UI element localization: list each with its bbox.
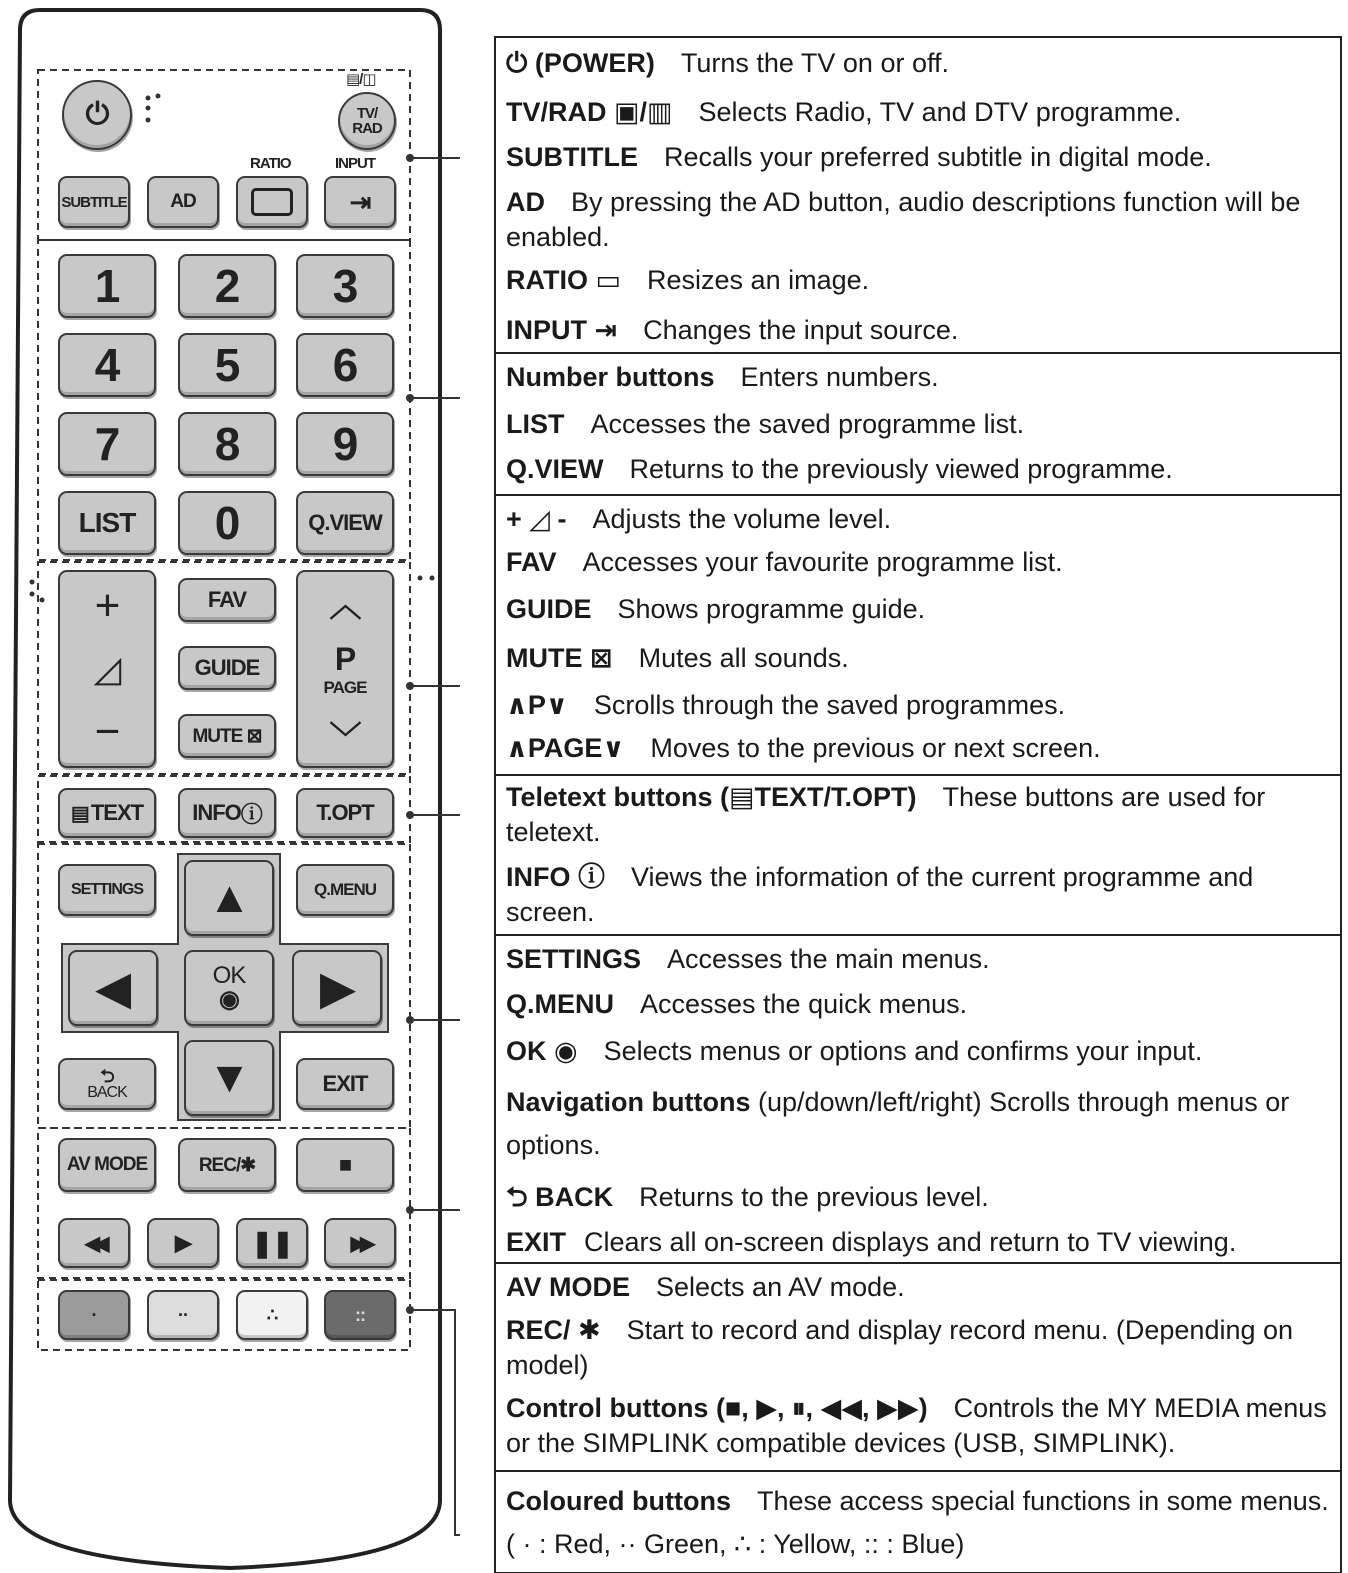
desc-text: Accesses the main menus. bbox=[667, 944, 990, 974]
ok-label: OK bbox=[212, 962, 246, 989]
number-3-button[interactable]: 3 bbox=[296, 254, 394, 318]
section-navigation bbox=[496, 936, 1340, 1264]
triangle-up-icon: ▲ bbox=[207, 873, 251, 922]
desc-text: Selects menus or options and confirms your input. bbox=[603, 1036, 1203, 1067]
desc-row bbox=[506, 1313, 1330, 1383]
fast-forward-icon: ▶▶ bbox=[350, 1232, 370, 1255]
desc-row bbox=[506, 688, 1330, 723]
avmode-button[interactable]: AV MODE bbox=[58, 1138, 156, 1192]
desc-key: Control buttons (■, ▶, ⏸, ◀◀, ▶▶) bbox=[506, 1393, 928, 1424]
desc-key: MUTE ⊠ bbox=[506, 643, 613, 674]
desc-key: SUBTITLE bbox=[506, 142, 638, 173]
tvrad-icon-label: ▤/◫ bbox=[346, 71, 376, 88]
green-dots-icon: ·· bbox=[178, 1304, 188, 1325]
desc-key: RATIO ▭ bbox=[506, 265, 622, 296]
yellow-dots-icon: ∴ bbox=[266, 1304, 278, 1325]
desc-row bbox=[506, 407, 1330, 442]
nav-right-button[interactable] bbox=[292, 950, 382, 1026]
settings-button[interactable]: SETTINGS bbox=[58, 864, 156, 916]
stop-icon: ■ bbox=[338, 1152, 352, 1177]
desc-row bbox=[506, 1391, 1330, 1461]
p-label: P bbox=[334, 640, 356, 677]
fav-button[interactable]: FAV bbox=[178, 578, 276, 622]
section-teletext bbox=[496, 776, 1340, 936]
number-9-button[interactable]: 9 bbox=[296, 412, 394, 476]
desc-key: SETTINGS bbox=[506, 944, 642, 974]
ok-icon: ◉ bbox=[219, 986, 239, 1013]
desc-text: Start to record and display record menu. (Depending on model) bbox=[506, 1315, 1294, 1381]
volume-rocker[interactable] bbox=[58, 570, 156, 768]
desc-key: OK ◉ bbox=[506, 1036, 578, 1067]
section-power bbox=[496, 38, 1340, 354]
desc-text: Selects an AV mode. bbox=[656, 1272, 905, 1302]
desc-row bbox=[506, 185, 1330, 255]
desc-key: AD bbox=[506, 187, 545, 218]
fast-forward-button[interactable] bbox=[324, 1218, 396, 1268]
desc-row bbox=[506, 987, 1330, 1022]
desc-key: Q.MENU bbox=[506, 989, 614, 1020]
qmenu-button[interactable]: Q.MENU bbox=[296, 864, 394, 916]
power-icon: ⏻ bbox=[85, 98, 109, 131]
green-button[interactable] bbox=[147, 1290, 219, 1340]
desc-key: FAV bbox=[506, 547, 557, 578]
input-button[interactable] bbox=[324, 176, 396, 228]
number-8-button[interactable]: 8 bbox=[178, 412, 276, 476]
desc-key: Teletext buttons (▤TEXT/T.OPT) bbox=[506, 782, 917, 812]
desc-row bbox=[506, 1034, 1330, 1069]
text-button[interactable] bbox=[58, 788, 156, 838]
desc-text: Accesses the quick menus. bbox=[640, 989, 968, 1020]
desc-key: ⏻ (POWER) bbox=[506, 48, 655, 78]
info-label: INFO bbox=[192, 800, 241, 825]
text-label: TEXT bbox=[90, 800, 144, 825]
list-button[interactable]: LIST bbox=[58, 491, 156, 555]
page-rocker[interactable] bbox=[296, 570, 394, 768]
chevron-down-icon: ﹀ bbox=[329, 719, 361, 756]
desc-text: Selects Radio, TV and DTV programme. bbox=[698, 97, 1182, 128]
subtitle-button[interactable]: SUBTITLE bbox=[58, 176, 130, 228]
desc-key: Navigation buttons bbox=[506, 1087, 751, 1118]
desc-key: Q.VIEW bbox=[506, 454, 604, 485]
desc-text: Adjusts the volume level. bbox=[592, 504, 892, 534]
desc-key: INFO ⓘ bbox=[506, 862, 605, 893]
rewind-icon: ◀◀ bbox=[84, 1232, 104, 1255]
nav-up-button[interactable] bbox=[184, 860, 274, 936]
number-4-button[interactable]: 4 bbox=[58, 333, 156, 397]
desc-key: GUIDE bbox=[506, 594, 592, 625]
desc-text: Accesses the saved programme list. bbox=[590, 409, 1025, 440]
input-label: INPUT bbox=[335, 155, 375, 172]
pause-icon: ❚❚ bbox=[251, 1227, 293, 1258]
blue-button[interactable] bbox=[324, 1290, 396, 1340]
desc-key: Number buttons bbox=[506, 362, 715, 392]
ratio-icon bbox=[251, 188, 293, 216]
desc-key: ⮌ BACK bbox=[506, 1181, 614, 1212]
qview-button[interactable]: Q.VIEW bbox=[296, 491, 394, 555]
play-icon: ▶ bbox=[175, 1230, 191, 1255]
desc-row bbox=[506, 360, 1330, 395]
desc-text: Enters numbers. bbox=[740, 362, 939, 392]
section-av-controls bbox=[496, 1264, 1340, 1472]
desc-row bbox=[506, 780, 1330, 850]
desc-text: Changes the input source. bbox=[643, 314, 959, 345]
teletext-icon: ▤ bbox=[70, 802, 89, 825]
desc-key: LIST bbox=[506, 409, 565, 440]
number-0-button[interactable]: 0 bbox=[178, 491, 276, 555]
desc-key: ∧P∨ bbox=[506, 690, 568, 721]
desc-text: Controls the MY MEDIA menus or the SIMPLINK compatible devices (USB, SIMPLINK). bbox=[506, 1393, 1327, 1459]
pause-button[interactable] bbox=[236, 1218, 308, 1268]
desc-text: Mutes all sounds. bbox=[638, 643, 849, 674]
tvrad-button[interactable]: TV/ RAD bbox=[338, 92, 396, 150]
desc-key: REC/ ✱ bbox=[506, 1315, 601, 1346]
desc-key: TV/RAD ▣/▥ bbox=[506, 97, 673, 128]
desc-row bbox=[506, 1480, 1330, 1566]
page-label bbox=[324, 641, 367, 698]
desc-row bbox=[506, 452, 1330, 487]
desc-text: Clears all on-screen displays and return to TV viewing. bbox=[584, 1226, 1237, 1257]
desc-row bbox=[506, 942, 1330, 977]
desc-row bbox=[506, 46, 1330, 81]
desc-row bbox=[506, 95, 1330, 130]
red-dot-icon: · bbox=[91, 1304, 97, 1325]
volume-icon: ◿ bbox=[93, 647, 121, 689]
desc-row bbox=[506, 1270, 1330, 1305]
rewind-button[interactable] bbox=[58, 1218, 130, 1268]
exit-button[interactable]: EXIT bbox=[296, 1058, 394, 1110]
section-coloured bbox=[496, 1472, 1340, 1573]
desc-row bbox=[506, 545, 1330, 580]
desc-row bbox=[506, 860, 1330, 930]
triangle-down-icon: ▼ bbox=[207, 1053, 251, 1102]
topt-button[interactable]: T.OPT bbox=[296, 788, 394, 838]
red-button[interactable] bbox=[58, 1290, 130, 1340]
stop-button[interactable] bbox=[296, 1138, 394, 1192]
nav-down-button[interactable] bbox=[184, 1040, 274, 1116]
desc-key: INPUT ⇥ bbox=[506, 314, 618, 345]
triangle-left-icon: ◀ bbox=[96, 963, 130, 1013]
desc-row bbox=[506, 263, 1330, 298]
desc-row bbox=[506, 1081, 1330, 1167]
number-2-button[interactable]: 2 bbox=[178, 254, 276, 318]
desc-text: By pressing the AD button, audio descriptions function will be enabled. bbox=[506, 187, 1301, 253]
desc-text: Resizes an image. bbox=[647, 265, 870, 296]
number-5-button[interactable]: 5 bbox=[178, 333, 276, 397]
yellow-button[interactable] bbox=[236, 1290, 308, 1340]
desc-text: Scrolls through the saved programmes. bbox=[593, 690, 1066, 721]
section-volume bbox=[496, 496, 1340, 776]
desc-key: Coloured buttons bbox=[506, 1486, 731, 1516]
desc-row bbox=[506, 502, 1330, 537]
back-label: BACK bbox=[87, 1084, 127, 1101]
button-description-table bbox=[494, 36, 1342, 1573]
desc-text: Accesses your favourite programme list. bbox=[582, 547, 1063, 578]
desc-row bbox=[506, 140, 1330, 175]
desc-text: Turns the TV on or off. bbox=[680, 48, 949, 78]
desc-key: + ◿ - bbox=[506, 504, 567, 534]
number-7-button[interactable]: 7 bbox=[58, 412, 156, 476]
input-icon: ⇥ bbox=[349, 186, 371, 217]
desc-row bbox=[506, 1180, 1330, 1215]
remote-control bbox=[0, 0, 460, 1573]
ad-button[interactable]: AD bbox=[147, 176, 219, 228]
back-icon: ⮌ bbox=[100, 1066, 114, 1086]
desc-text: Returns to the previous level. bbox=[639, 1181, 989, 1212]
number-1-button[interactable]: 1 bbox=[58, 254, 156, 318]
nav-left-button[interactable] bbox=[68, 950, 158, 1026]
guide-button[interactable]: GUIDE bbox=[178, 646, 276, 690]
play-button[interactable] bbox=[147, 1218, 219, 1268]
triangle-right-icon: ▶ bbox=[320, 963, 354, 1013]
ratio-label: RATIO bbox=[250, 155, 291, 172]
desc-row bbox=[506, 731, 1330, 766]
minus-icon: − bbox=[94, 707, 120, 757]
desc-text: Recalls your preferred subtitle in digital mode. bbox=[664, 142, 1212, 173]
section-numbers bbox=[496, 354, 1340, 496]
mute-button[interactable]: MUTE ⊠ bbox=[178, 714, 276, 758]
ok-button[interactable] bbox=[184, 950, 274, 1026]
rec-button[interactable]: REC/✱ bbox=[178, 1138, 276, 1192]
chevron-up-icon: ︿ bbox=[329, 586, 361, 623]
back-button[interactable] bbox=[58, 1058, 156, 1110]
desc-row bbox=[506, 592, 1330, 627]
blue-dots-icon: :: bbox=[355, 1304, 365, 1325]
desc-text: These access special functions in some menus. ( · : Red, ·· Green, ∴ : Yellow, :: : Blue) bbox=[506, 1486, 1329, 1560]
desc-text: These buttons are used for teletext. bbox=[506, 782, 1266, 848]
info-icon: ⓘ bbox=[240, 801, 262, 827]
desc-text: Shows programme guide. bbox=[617, 594, 926, 625]
ratio-button[interactable] bbox=[236, 176, 308, 228]
page-sublabel: PAGE bbox=[323, 677, 367, 697]
info-button[interactable] bbox=[178, 788, 276, 838]
desc-key: EXIT bbox=[506, 1226, 567, 1257]
desc-key: ∧PAGE∨ bbox=[506, 733, 625, 764]
desc-text: Views the information of the current programme and screen. bbox=[506, 862, 1254, 928]
number-6-button[interactable]: 6 bbox=[296, 333, 394, 397]
power-button[interactable] bbox=[62, 80, 132, 150]
desc-text: Returns to the previously viewed programme. bbox=[629, 454, 1173, 485]
desc-row bbox=[506, 1225, 1330, 1260]
plus-icon: + bbox=[94, 580, 120, 630]
desc-text: Moves to the previous or next screen. bbox=[650, 733, 1101, 764]
desc-row bbox=[506, 641, 1330, 676]
desc-key: AV MODE bbox=[506, 1272, 631, 1302]
desc-text: (up/down/left/right) Scrolls through menus or options. bbox=[506, 1087, 1290, 1161]
desc-row bbox=[506, 313, 1330, 348]
